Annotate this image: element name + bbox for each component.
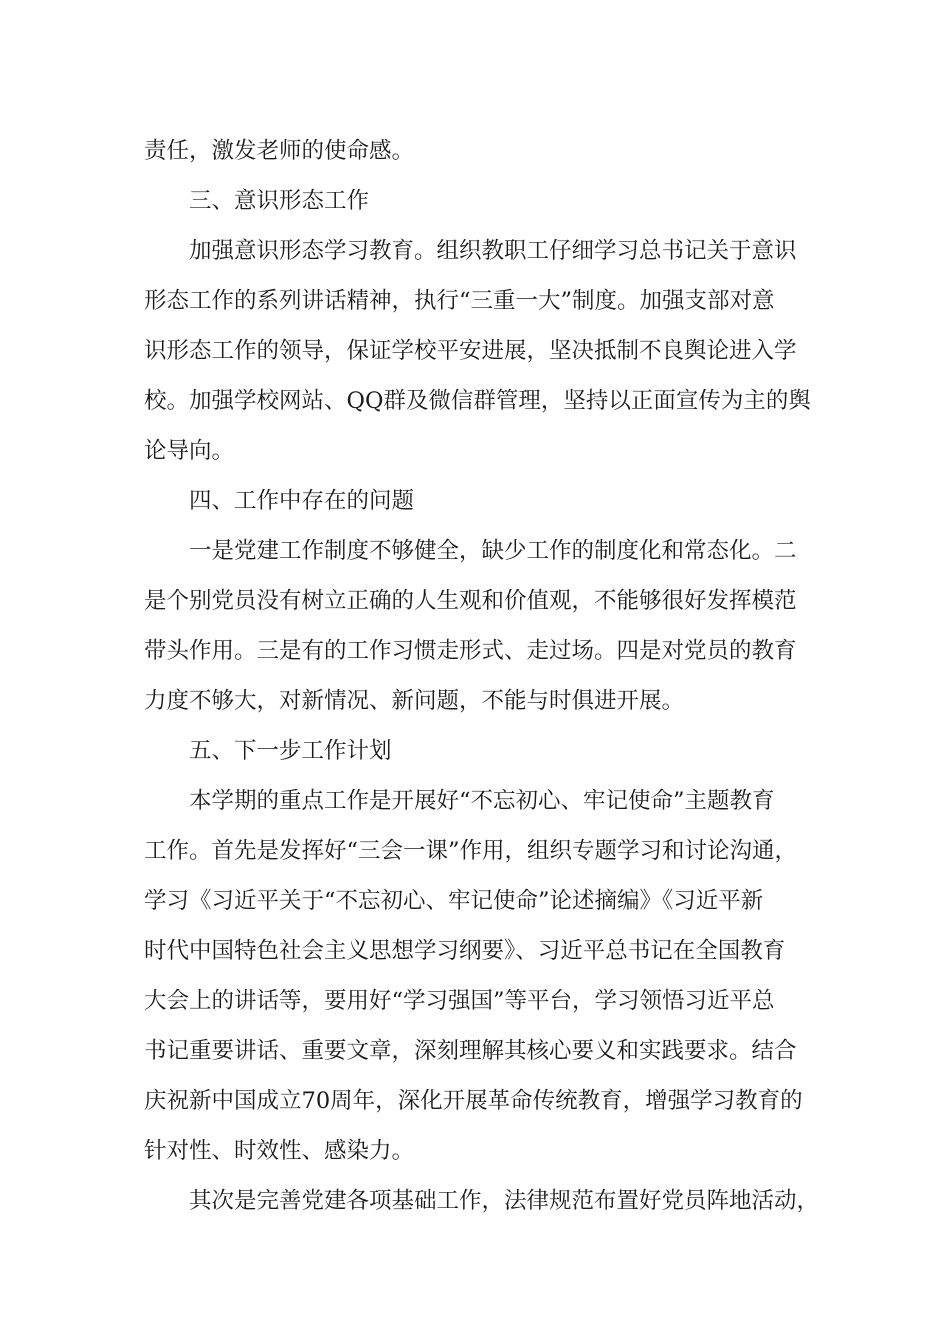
text-line: 时代中国特色社会主义思想学习纲要》、习近平总书记在全国教育 (144, 938, 786, 964)
text-line: 其次是完善党建各项基础工作，法律规范布置好党员阵地活动， (189, 1188, 820, 1214)
text-line: 学习《习近平关于“不忘初心、牢记使命”论述摘编》《习近平新 (144, 888, 764, 914)
text-line: 带头作用。三是有的工作习惯走形式、走过场。四是对党员的教育 (144, 638, 797, 664)
section-heading: 四、工作中存在的问题 (189, 488, 415, 514)
text-line: 书记重要讲话、重要文章，深刻理解其核心要义和实践要求。结合 (144, 1038, 797, 1064)
text-line: 力度不够大，对新情况、新问题，不能与时俱进开展。 (144, 688, 685, 714)
text-line: 工作。首先是发挥好“三会一课”作用，组织专题学习和讨论沟通， (144, 838, 798, 864)
text-line: 形态工作的系列讲话精神，执行“三重一大”制度。加强支部对意 (144, 288, 775, 314)
text-line: 加强意识形态学习教育。组织教职工仔细学习总书记关于意识 (189, 238, 797, 264)
text-line: 针对性、时效性、感染力。 (144, 1138, 415, 1164)
section-heading: 五、下一步工作计划 (189, 738, 392, 764)
text-line: 本学期的重点工作是开展好“不忘初心、牢记使命”主题教育 (189, 788, 775, 814)
text-line: 一是党建工作制度不够健全，缺少工作的制度化和常态化。二 (189, 538, 797, 564)
text-line: 论导向。 (144, 438, 235, 464)
text-line: 识形态工作的领导，保证学校平安进展，坚决抵制不良舆论进入学 (144, 338, 797, 364)
document-body (144, 126, 824, 1226)
text-line: 庆祝新中国成立70周年，深化开展革命传统教育，增强学习教育的 (144, 1088, 803, 1114)
section-heading: 三、意识形态工作 (189, 188, 370, 214)
text-line: 校。加强学校网站、QQ群及微信群管理，坚持以正面宣传为主的舆 (144, 388, 811, 414)
text-line: 责任，激发老师的使命感。 (144, 138, 415, 164)
text-line: 是个别党员没有树立正确的人生观和价值观，不能够很好发挥模范 (144, 588, 797, 614)
text-line: 大会上的讲话等，要用好“学习强国”等平台，学习领悟习近平总 (144, 988, 775, 1014)
